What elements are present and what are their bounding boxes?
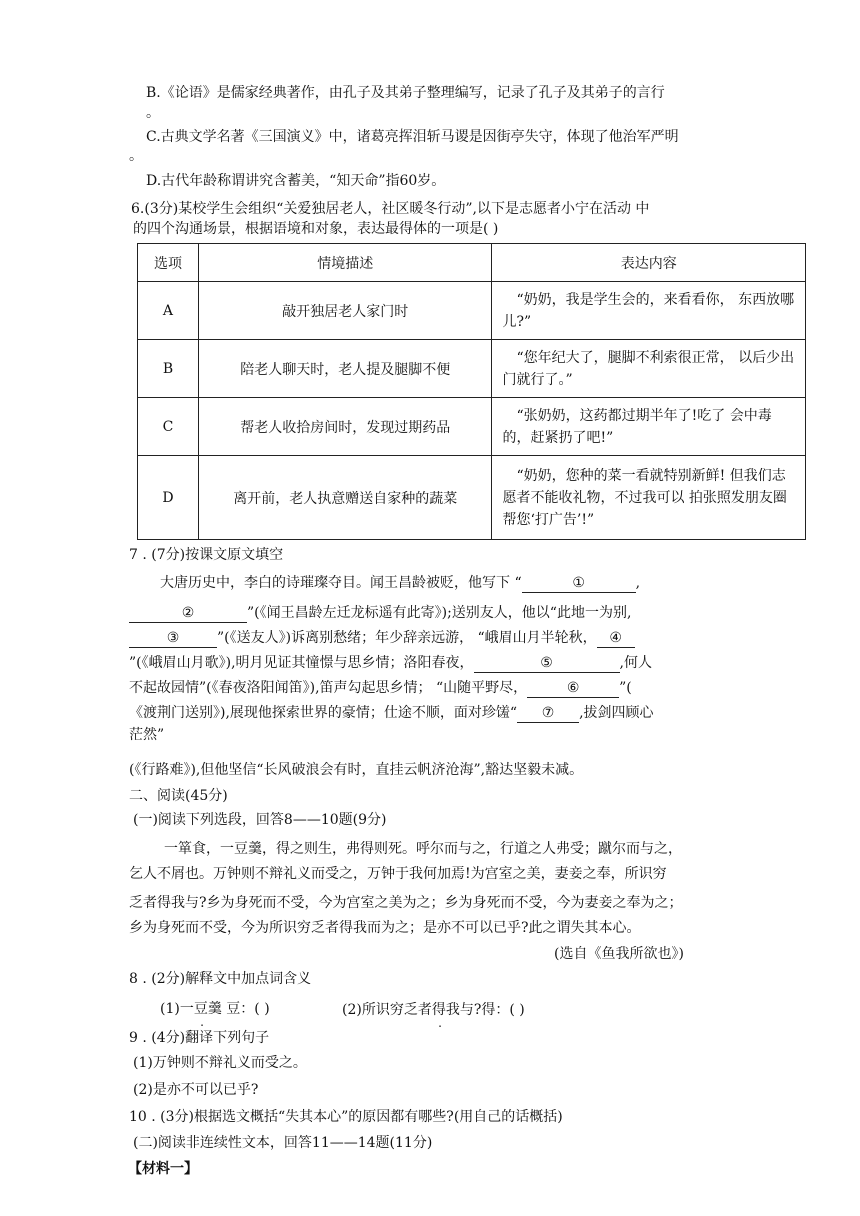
table-row bbox=[138, 282, 806, 340]
q8-item-1 bbox=[160, 999, 270, 1019]
q8-text: 我与?得：( ) bbox=[445, 1002, 525, 1018]
blank-2[interactable]: ② bbox=[129, 604, 247, 623]
q8-item-2 bbox=[342, 1000, 525, 1020]
passage-line: 乏者得我与?乡为身死而不受，今为宫室之美为之；乡为身死而不受，今为妻妾之奉为之； bbox=[129, 895, 683, 911]
q10-stem: 10 . (3分)根据选文概括“失其本心”的原因都有哪些?(用自己的话概括) bbox=[129, 1109, 563, 1125]
blank-4[interactable]: ④ bbox=[597, 629, 635, 648]
blank-5[interactable]: ⑤ bbox=[474, 654, 620, 673]
dotted-word: 得 bbox=[431, 1002, 446, 1018]
q7-text: ”(《送友人》)诉离别愁绪；年少辞亲远游， “峨眉山月半轮秋， bbox=[217, 630, 597, 646]
row-expression: “奶奶，我是学生会的，来看看你， 东西放哪儿?” bbox=[492, 282, 806, 340]
row-expression: “张奶奶，这药都过期半年了!吃了 会中毒的，赶紧扔了吧!” bbox=[492, 398, 806, 456]
q7-text: ,何人 bbox=[619, 655, 652, 671]
q7-line6 bbox=[129, 703, 654, 723]
q9-stem: 9 . (4分)翻译下列句子 bbox=[129, 1030, 270, 1046]
option-c-end: 。 bbox=[129, 148, 143, 164]
subsection-2-title: (二)阅读非连续性文本，回答11——14题(11分) bbox=[133, 1135, 433, 1151]
row-scene: 帮老人收拾房间时，发现过期药品 bbox=[198, 398, 492, 456]
q8-text: 羹 豆：( ) bbox=[207, 1001, 270, 1017]
q7-text: ”(《峨眉山月歌》),明月见证其憧憬与思乡情；洛阳春夜， bbox=[129, 655, 474, 671]
table-row bbox=[138, 340, 806, 398]
option-c-text: C.古典文学名著《三国演义》中，诸葛亮挥泪斩马谡是因街亭失守，体现了他治军严明 bbox=[146, 129, 679, 145]
q7-text: , bbox=[635, 575, 641, 591]
row-option: C bbox=[138, 398, 199, 456]
q7-line1 bbox=[160, 573, 640, 593]
q7-stem: 7 . (7分)按课文原文填空 bbox=[129, 547, 284, 563]
table-row bbox=[138, 398, 806, 456]
passage-source: (选自《鱼我所欲也》) bbox=[554, 946, 684, 962]
header-expression: 表达内容 bbox=[492, 244, 806, 282]
q7-text: ”(《闻王昌龄左迁龙标遥有此寄》);送别友人，他以“此地一为别, bbox=[247, 605, 632, 621]
q6-table bbox=[137, 243, 806, 540]
passage-line: 一箪食，一豆羹，得之则生，弗得则死。呼尔而与之，行道之人弗受；蹴尔而与之， bbox=[164, 841, 682, 857]
row-scene: 离开前，老人执意赠送自家种的蔬菜 bbox=[198, 456, 492, 540]
material-heading: 【材料一】 bbox=[128, 1161, 198, 1177]
option-d-text: D.古代年龄称谓讲究含蓄美，“知天命”指60岁。 bbox=[146, 173, 446, 189]
option-b-text: B.《论语》是儒家经典著作，由孔子及其弟子整理编写，记录了孔子及其弟子的言行 bbox=[146, 85, 665, 101]
header-option: 选项 bbox=[138, 244, 199, 282]
table-header-row bbox=[138, 244, 806, 282]
q7-line3 bbox=[129, 628, 635, 648]
row-option: A bbox=[138, 282, 199, 340]
q8-text: (2)所识穷乏者 bbox=[342, 1002, 432, 1018]
q8-text: (1)一 bbox=[160, 1001, 194, 1017]
q7-text: 《渡荆门送别》),展现他探索世界的豪情；仕途不顺，面对珍馐“ bbox=[129, 705, 518, 721]
q6-stem-line2: 的四个沟通场景，根据语境和对象，表达最得体的一项是( ) bbox=[133, 221, 499, 237]
q7-line7: 茫然” bbox=[129, 727, 165, 743]
q7-line4 bbox=[129, 653, 652, 673]
blank-1[interactable]: ① bbox=[522, 574, 636, 593]
passage-line: 乡为身死而不受，今为所识穷乏者得我而为之；是亦不可以已乎?此之谓失其本心。 bbox=[129, 920, 641, 936]
table-row bbox=[138, 456, 806, 540]
q9-sentence-2: (2)是亦不可以已乎? bbox=[133, 1082, 259, 1098]
blank-6[interactable]: ⑥ bbox=[527, 679, 619, 698]
row-scene: 陪老人聊天时，老人提及腿脚不便 bbox=[198, 340, 492, 398]
section-title: 二、阅读(45分) bbox=[129, 788, 228, 804]
row-scene: 敲开独居老人家门时 bbox=[198, 282, 492, 340]
row-option: B bbox=[138, 340, 199, 398]
blank-7[interactable]: ⑦ bbox=[517, 704, 579, 723]
q7-text: 不起故园情”(《春夜洛阳闻笛》),笛声勾起思乡情； “山随平野尽， bbox=[129, 680, 528, 696]
q7-line5 bbox=[129, 678, 632, 698]
dotted-word: 豆 bbox=[193, 1001, 208, 1017]
subsection-1-title: (一)阅读下列选段，回答8——10题(9分) bbox=[133, 812, 387, 828]
q8-stem: 8 . (2分)解释文中加点词含义 bbox=[129, 971, 312, 987]
q7-text: ”( bbox=[619, 680, 632, 696]
row-expression: “您年纪大了，腿脚不利索很正常， 以后少出门就行了。” bbox=[492, 340, 806, 398]
option-b-end: 。 bbox=[146, 105, 160, 121]
blank-3[interactable]: ③ bbox=[129, 629, 217, 648]
q6-stem-line1: 6.(3分)某校学生会组织“关爱独居老人，社区暖冬行动”,以下是志愿者小宁在活动 中 bbox=[131, 201, 650, 217]
q7-text: ,拔剑四顾心 bbox=[579, 705, 654, 721]
passage-line: 乞人不屑也。万钟则不辩礼义而受之，万钟于我何加焉!为宫室之美，妻妾之奉，所识穷 bbox=[129, 866, 667, 882]
q9-sentence-1: (1)万钟则不辩礼义而受之。 bbox=[133, 1055, 307, 1071]
row-option: D bbox=[138, 456, 199, 540]
q7-text: 大唐历史中，李白的诗璀璨夺目。闻王昌龄被贬，他写下 “ bbox=[160, 575, 522, 591]
q7-line2 bbox=[129, 603, 631, 623]
header-scene: 情境描述 bbox=[198, 244, 492, 282]
row-expression: “奶奶，您种的菜一看就特别新鲜! 但我们志愿者不能收礼物，不过我可以 拍张照发朋友圈帮您‘打广告’!” bbox=[492, 456, 806, 540]
q7-line8: (《行路难》),但他坚信“长风破浪会有时，直挂云帆济沧海”,豁达坚毅未减。 bbox=[129, 762, 584, 778]
